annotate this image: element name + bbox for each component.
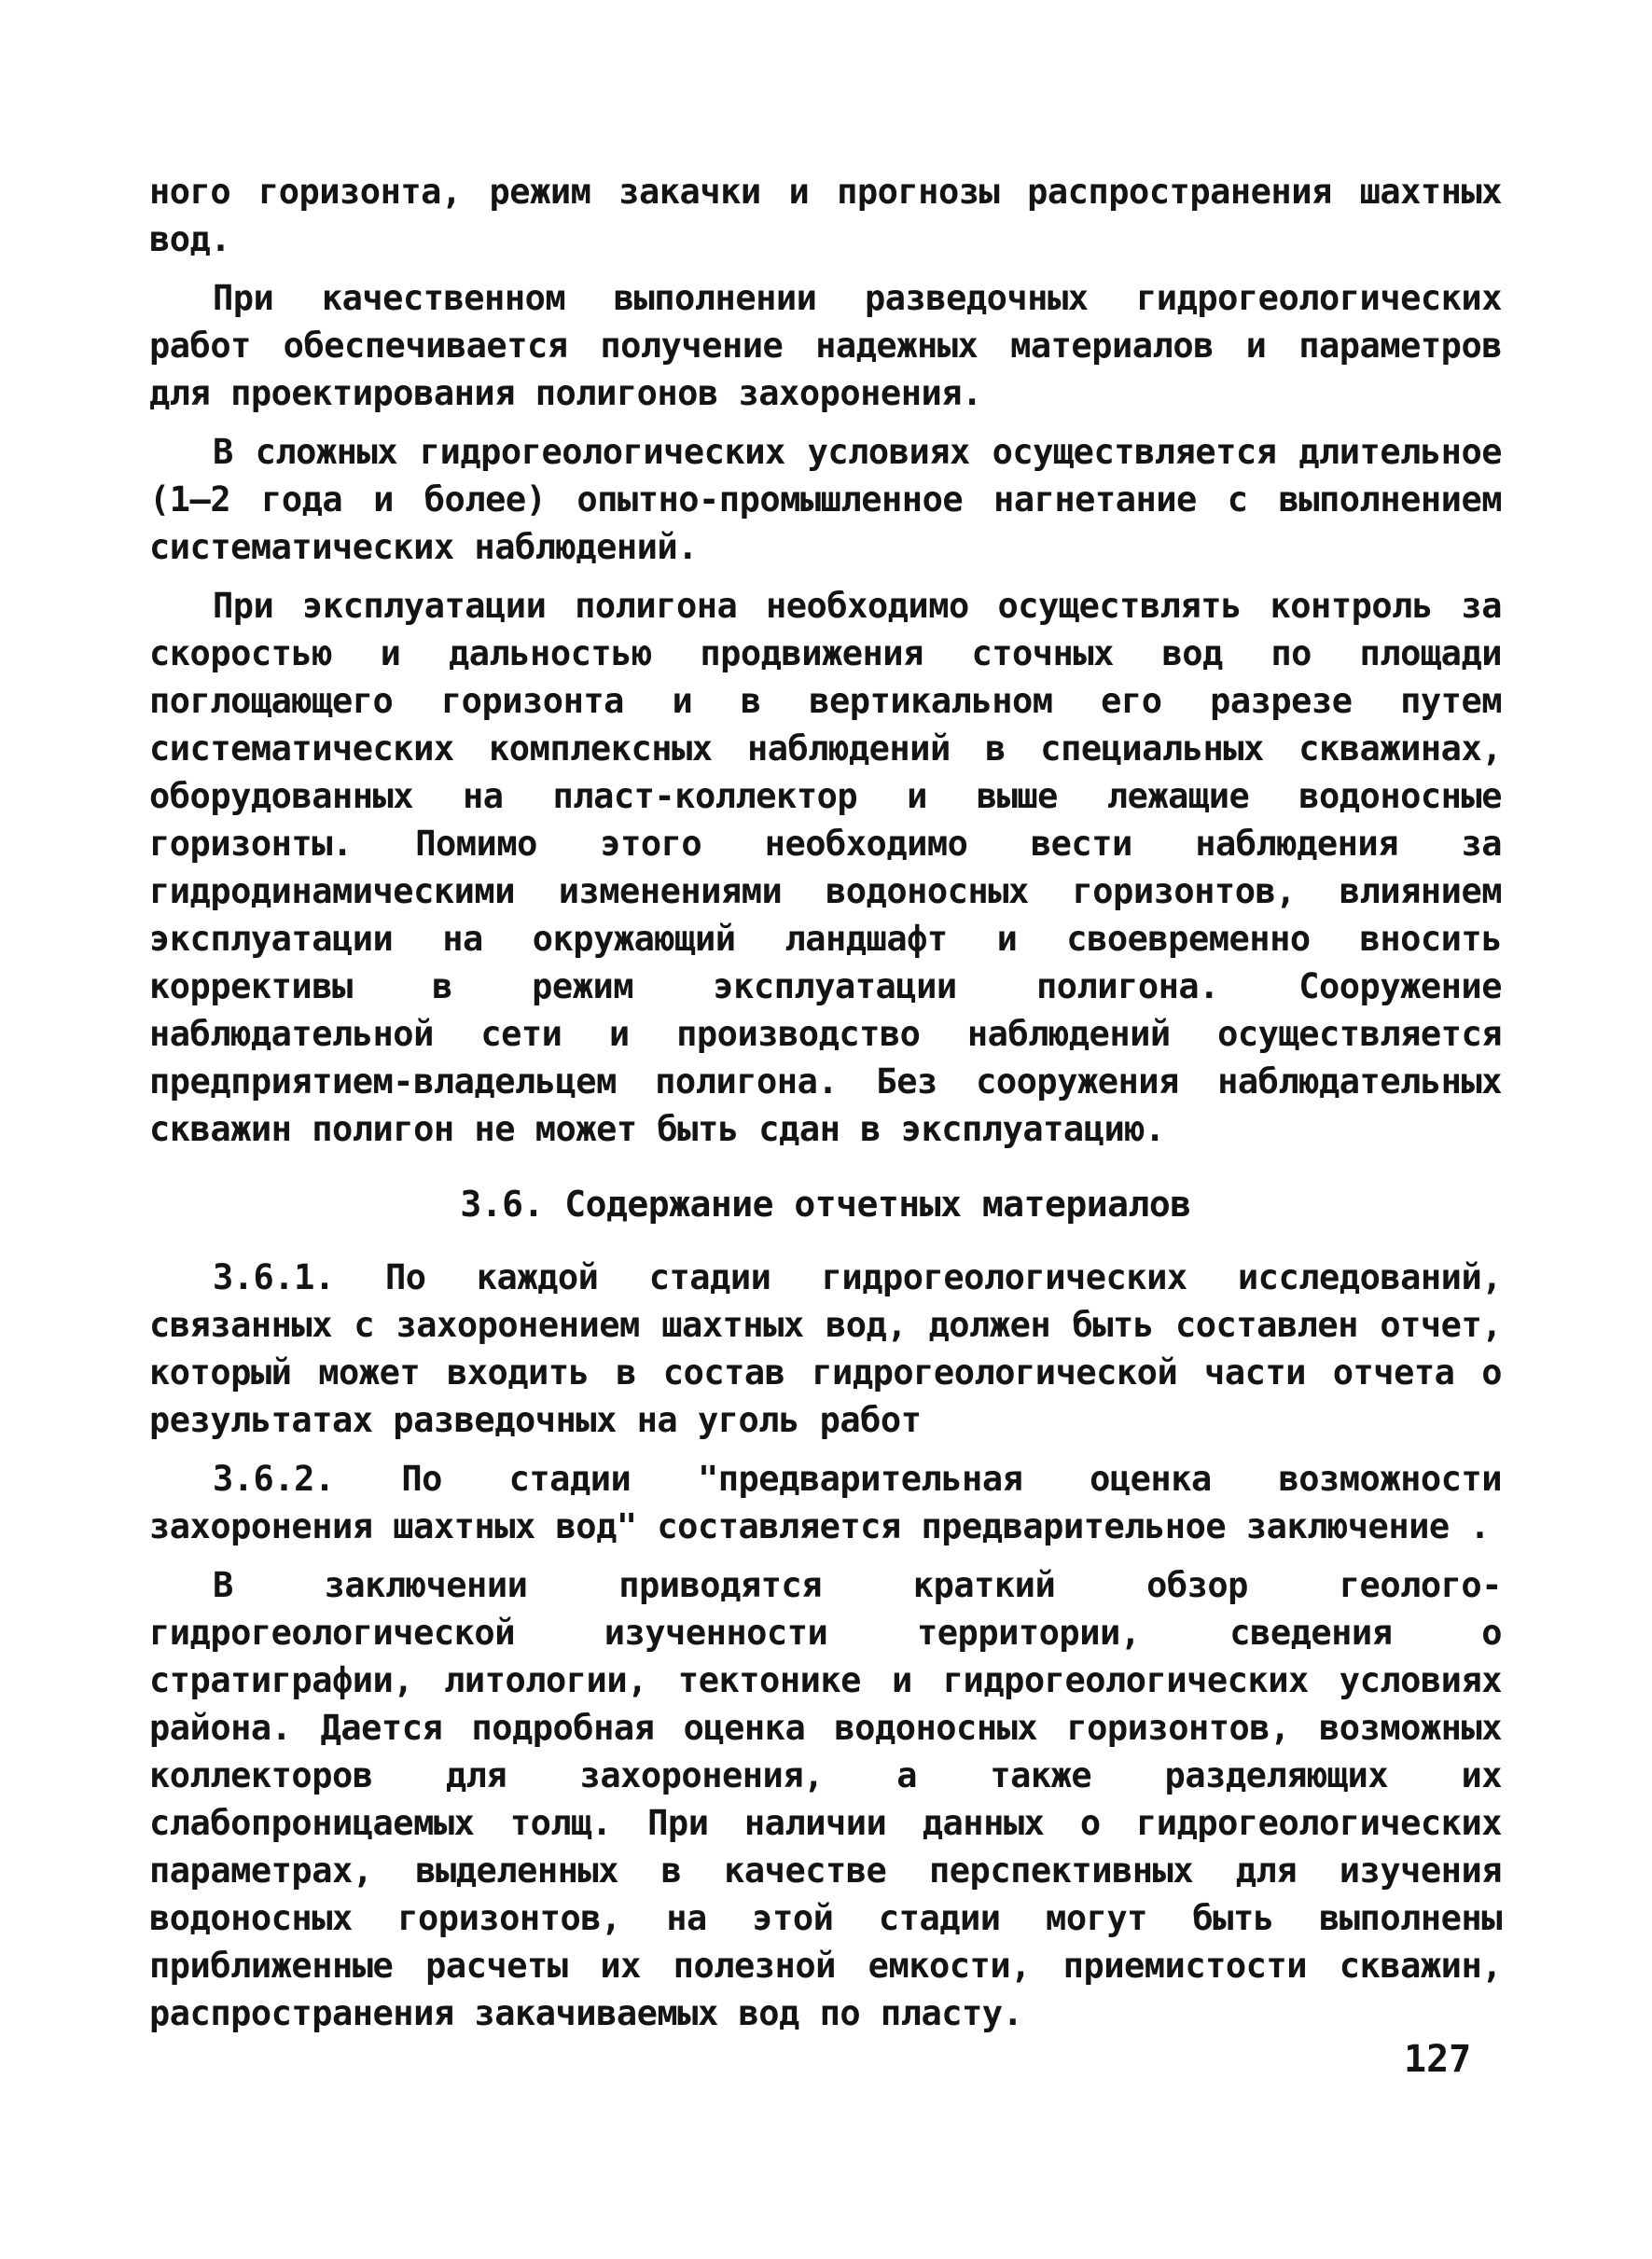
section-heading: 3.6. Содержание отчетных материалов [460, 1184, 1191, 1225]
paragraph-3-6-2: 3.6.2. По стадии "предварительная оценка возможности захоронения шахтных вод" составляется предварительное заключение . [149, 1459, 1502, 1546]
paragraph-complex-conditions: В сложных гидрогеологических условиях осуществляется длительное (1–2 года и более) опытно-промышленное нагнетание с выполнением систематических наблюдений. [149, 432, 1502, 567]
paragraph-3-6-1: 3.6.1. По каждой стадии гидрогеологических исследований, связанных с захоронением шахтных вод, должен быть составлен отчет, который может входить в состав гидрогеологической части отчета о результатах разведочных на уголь работ [149, 1257, 1502, 1440]
paragraph-continuation: ного горизонта, режим закачки и прогнозы распространения шахтных вод. [149, 172, 1502, 259]
paragraph-polygon-control: При эксплуатации полигона необходимо осуществлять контроль за скоростью и дальностью продвижения сточных вод по площади поглощающего горизонта и в вертикальном его разрезе путем систематических комплексных наблюдений в специальных скважинах, оборудованных на пласт-коллектор и выше лежащие водоносные горизонты. Помимо этого необходимо вести наблюдения за гидродинамическими изменениями водоносных горизонтов, влиянием эксплуатации на окружающий ландшафт и своевременно вносить коррективы в режим эксплуатации полигона. Сооружение наблюдательной сети и производство наблюдений осуществляется предприятием-владельцем полигона. Без сооружения наблюдательных скважин полигон не может быть сдан в эксплуатацию. [149, 586, 1502, 1149]
paragraph-conclusion-contents: В заключении приводятся краткий обзор геолого-гидрогеологической изученности территории, сведения о стратиграфии, литологии, тектонике и гидрогеологических условиях района. Дается подробная оценка водоносных горизонтов, возможных коллекторов для захоронения, а также разделяющих их слабопроницаемых толщ. При наличии данных о гидрогеологических параметрах, выделенных в качестве перспективных для изучения водоносных горизонтов, на этой стадии могут быть выполнены приближенные расчеты их полезной емкости, приемистости скважин, распространения закачиваемых вод по пласту. [149, 1565, 1502, 2033]
page-number: 127 [1404, 2038, 1472, 2081]
document-page [149, 168, 1502, 2037]
paragraph-quality-works: При качественном выполнении разведочных гидрогеологических работ обеспечивается получение надежных материалов и параметров для проектирования полигонов захоронения. [149, 278, 1502, 413]
